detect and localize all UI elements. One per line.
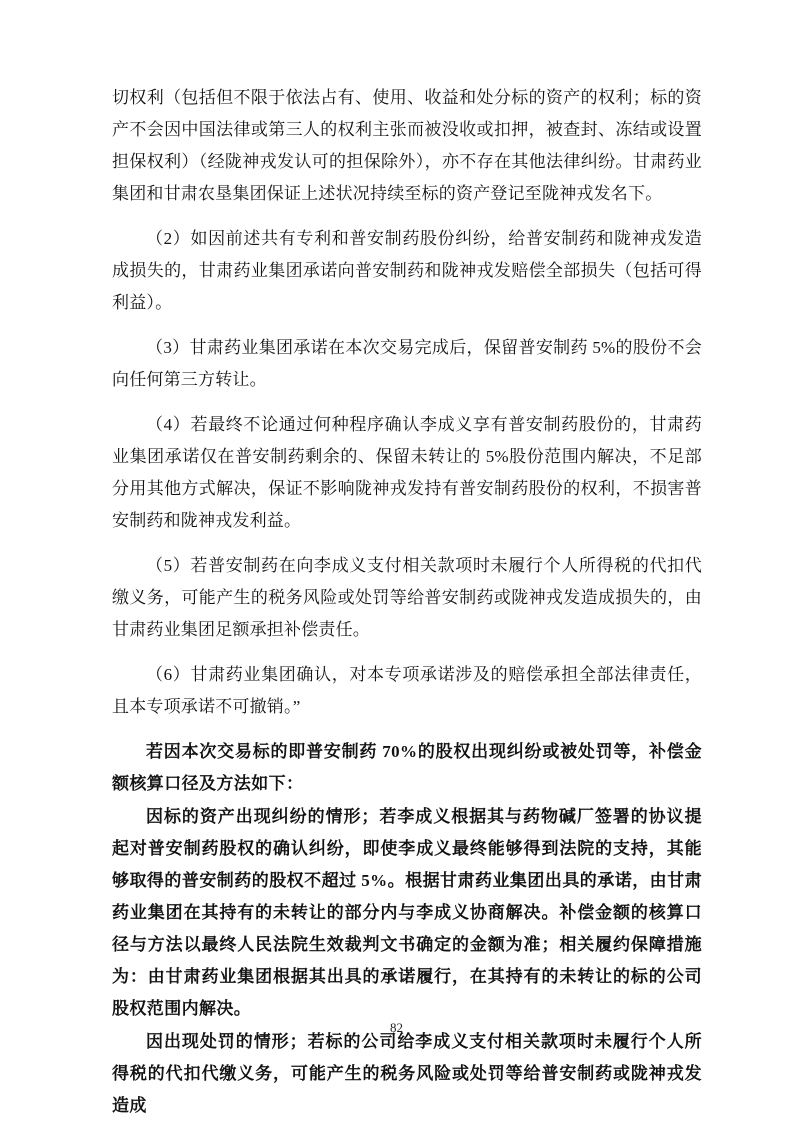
- emphasis-paragraph-penalty-scenario: 因出现处罚的情形；若标的公司给李成义支付相关款项时未履行个人所得税的代扣代缴义务，可能产生的税务风险或处罚等给普安制药或陇神戎发造成: [112, 1032, 702, 1115]
- body-paragraph-item-5: （5）若普安制药在向李成义支付相关款项时未履行个人所得税的代扣代缴义务，可能产生的税务风险或处罚等给普安制药或陇神戎发造成损失的，由甘肃药业集团足额承担补偿责任。: [112, 556, 702, 639]
- page-number: 82: [390, 1020, 403, 1035]
- body-paragraph-item-6: （6）甘肃药业集团确认，对本专项承诺涉及的赔偿承担全部法律责任，且本专项承诺不可撤销。”: [112, 665, 702, 716]
- document-body: [112, 82, 702, 1122]
- body-paragraph-item-3: （3）甘肃药业集团承诺在本次交易完成后，保留普安制药 5%的股份不会向任何第三方转让。: [112, 338, 702, 389]
- emphasis-paragraph-dispute-scenario: 因标的资产出现纠纷的情形；若李成义根据其与药物碱厂签署的协议提起对普安制药股权的确认纠纷，即使李成义最终能够得到法院的支持，其能够取得的普安制药的股权不超过 5%。根据甘肃药业集团出具的承诺，由甘肃药业集团在其持有的未转让的部分内与李成义协商解决。补偿金额的核算口径与方法以最终人民法院生效裁判文书确定的金额为准；相关履约保障措施为：由甘肃药业集团根据其出具的承诺履行，在其持有的未转让的标的公司股权范围内解决。: [112, 807, 702, 1018]
- body-paragraph-item-4: （4）若最终不论通过何种程序确认李成义享有普安制药股份的，甘肃药业集团承诺仅在普安制药剩余的、保留未转让的 5%股份范围内解决，不足部分用其他方式解决，保证不影响陇神戎发持有普安制药股份的权利，不损害普安制药和陇神戎发利益。: [112, 415, 702, 530]
- body-paragraph-item-2: （2）如因前述共有专利和普安制药股份纠纷，给普安制药和陇神戎发造成损失的，甘肃药业集团承诺向普安制药和陇神戎发赔偿全部损失（包括可得利益）。: [112, 229, 702, 312]
- body-paragraph-continuation: 切权利（包括但不限于依法占有、使用、收益和处分标的资产的权利；标的资产不会因中国法律或第三人的权利主张而被没收或扣押，被查封、冻结或设置担保权利）（经陇神戎发认可的担保除外），亦不存在其他法律纠纷。甘肃药业集团和甘肃农垦集团保证上述状况持续至标的资产登记至陇神戎发名下。: [112, 88, 702, 203]
- emphasis-paragraph-compensation-method-intro: 若因本次交易标的即普安制药 70%的股权出现纠纷或被处罚等，补偿金额核算口径及方法如下：: [112, 742, 702, 793]
